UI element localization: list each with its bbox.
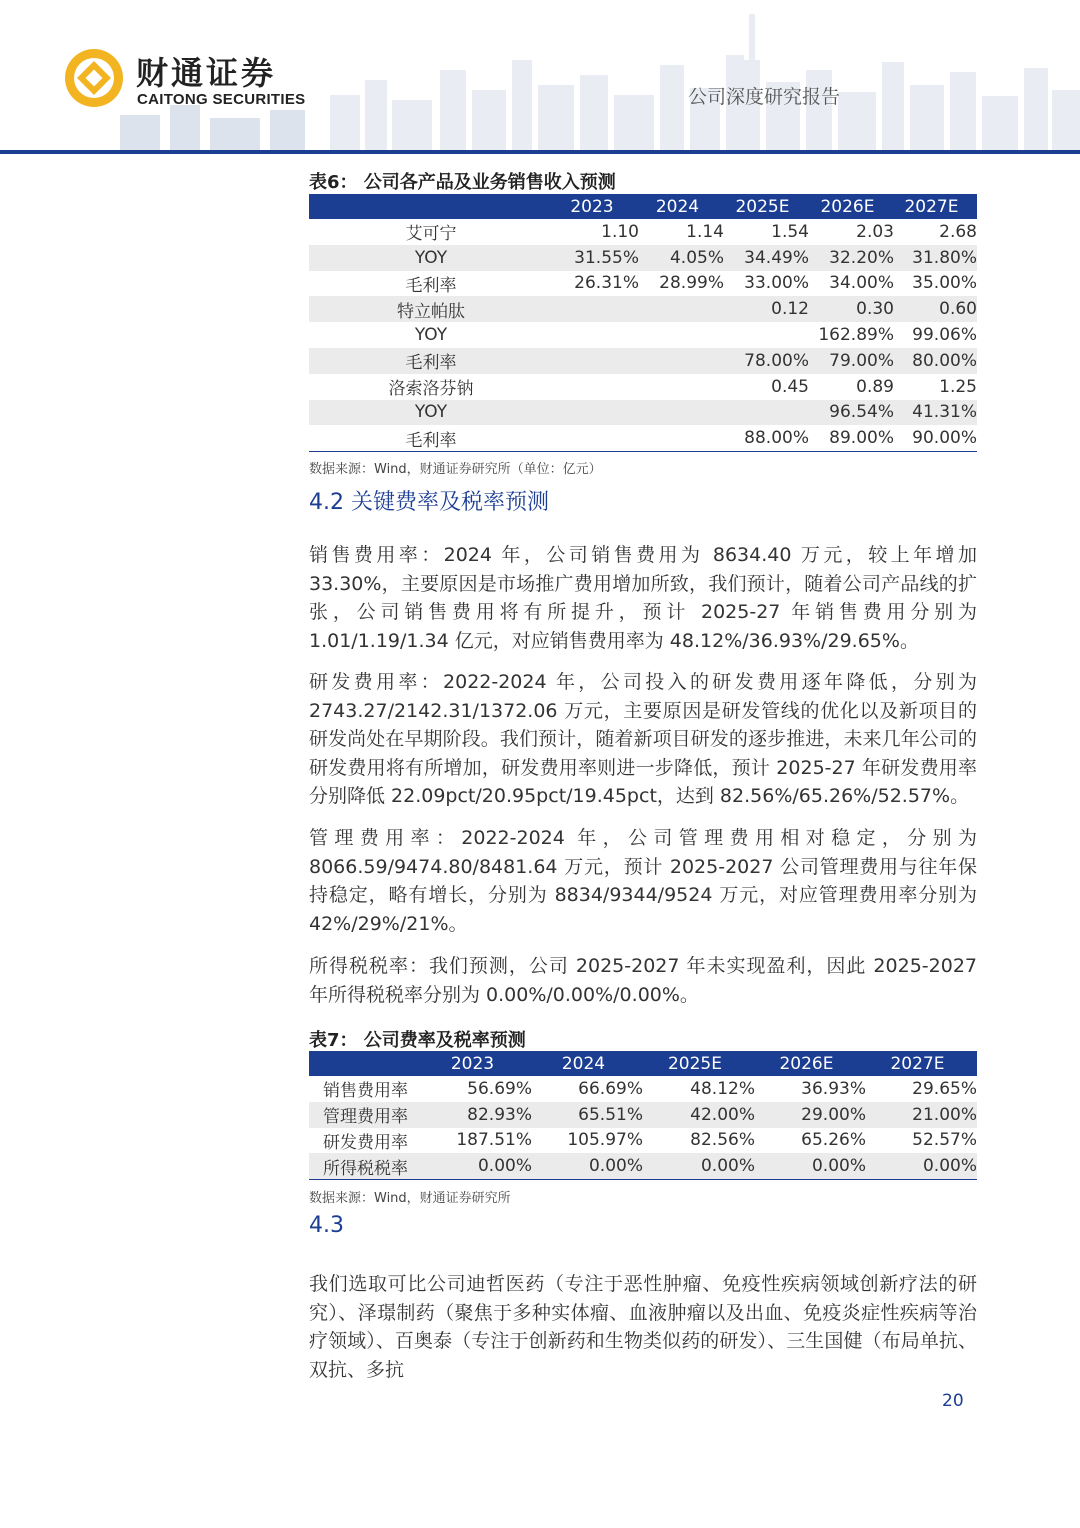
table6-cell: 96.54%	[809, 400, 894, 426]
table6-row-label: 毛利率	[309, 348, 553, 374]
table6-row-label: YOY	[414, 325, 448, 346]
page-number: 20	[942, 1391, 964, 1411]
table7-cell: 65.26%	[801, 1130, 866, 1151]
table6-product-revenue	[309, 194, 977, 452]
table6-cell: 1.10	[601, 221, 639, 242]
paragraph-sales-expense: 销售费用率：2024 年，公司销售费用为 8634.40 万元，较上年增加 33.30%，主要原因是市场推广费用增加所致，我们预计，随着公司产品线的扩张，公司销售费用将有所提升，预计 2025-27 年销售费用分别为 1.01/1.19/1.34 亿元，对应销售费用率为 48.12%/36.93%/29.65%。	[309, 544, 977, 652]
table6-row	[309, 425, 977, 451]
table6-cell	[639, 374, 724, 400]
table7-cell: 0.00%	[421, 1153, 532, 1179]
table6-cell	[724, 322, 809, 348]
table7-row	[309, 1153, 977, 1179]
table6-title: 表6： 公司各产品及业务销售收入预测	[309, 172, 616, 193]
table7-expense-ratios	[309, 1051, 977, 1180]
table6-row-label: 特立帕肽	[309, 296, 553, 322]
table7-cell: 29.65%	[912, 1078, 977, 1099]
table6-row-label: YOY	[309, 245, 553, 271]
table7-header-row	[309, 1051, 977, 1076]
table6-cell: 78.00%	[724, 348, 809, 374]
table7-cell: 82.56%	[690, 1130, 755, 1151]
table6-row	[309, 271, 977, 297]
table6-cell: 34.00%	[829, 273, 894, 294]
table6-cell: 79.00%	[809, 348, 894, 374]
paragraph-income-tax: 所得税税率：我们预测，公司 2025-2027 年未实现盈利，因此 2025-2027 年所得税税率分别为 0.00%/0.00%/0.00%。	[309, 955, 977, 1006]
table6-cell: 89.00%	[809, 425, 894, 451]
table6-cell: 33.00%	[744, 273, 809, 294]
table6-cell: 2.68	[939, 221, 977, 242]
table6-cell: 0.89	[856, 376, 894, 397]
table7-col-header: 2026E	[755, 1051, 866, 1076]
header-divider	[0, 150, 1080, 154]
table6-row	[309, 219, 977, 245]
table6-cell	[553, 296, 639, 322]
table7-cell: 29.00%	[755, 1102, 866, 1128]
table6-col-header: 2024	[639, 194, 724, 219]
paragraph-comparable-companies: 我们选取可比公司迪哲医药（专注于恶性肿瘤、免疫性疾病领域创新疗法的研究）、泽璟制药（聚焦于多种实体瘤、血液肿瘤以及出血、免疫炎症性疾病等治疗领域）、百奥泰（专注于创新药和生物类似药的研发）、三生国健（布局单抗、双抗、多抗	[309, 1273, 977, 1381]
table6-cell: 4.05%	[639, 245, 724, 271]
table6-col-header: 2023	[553, 194, 639, 219]
table6-row-label: 艾可宁	[405, 224, 457, 245]
table6-cell	[553, 374, 639, 400]
table7-cell: 42.00%	[643, 1102, 755, 1128]
table6-cell	[639, 322, 724, 348]
table7-col-header: 2023	[421, 1051, 532, 1076]
table7-cell: 105.97%	[567, 1130, 643, 1151]
table6-cell: 1.14	[686, 221, 724, 242]
table6-cell: 1.54	[771, 221, 809, 242]
table6-cell	[639, 296, 724, 322]
table6-cell	[724, 400, 809, 426]
paragraph-admin-expense: 管理费用率：2022-2024 年，公司管理费用相对稳定，分别为 8066.59/9474.80/8481.64 万元，预计 2025-2027 公司管理费用与往年保持稳定，略有增长，分别为 8834/9344/9524 万元，对应管理费用率分别为 42%/29%/21%。	[309, 827, 977, 935]
table6-cell: 90.00%	[894, 425, 977, 451]
table7-row-label: 所得税税率	[309, 1153, 421, 1179]
table7-row-label: 管理费用率	[309, 1102, 421, 1128]
table6-cell	[553, 425, 639, 451]
logo-english-name: CAITONG SECURITIES	[137, 91, 306, 108]
table6-row	[309, 400, 977, 426]
table7-cell: 0.00%	[643, 1153, 755, 1179]
table7-cell: 52.57%	[912, 1130, 977, 1151]
table7-title: 表7： 公司费率及税率预测	[309, 1030, 526, 1051]
table7-col-header	[309, 1051, 421, 1076]
table6-cell	[553, 322, 639, 348]
table6-source-note: 数据来源：Wind，财通证券研究所（单位：亿元）	[309, 462, 602, 477]
table6-cell: 0.30	[809, 296, 894, 322]
page-header	[0, 0, 1080, 156]
table6-cell: 28.99%	[659, 273, 724, 294]
table7-cell: 36.93%	[801, 1078, 866, 1099]
table7-col-header: 2024	[532, 1051, 643, 1076]
table6-row	[309, 348, 977, 374]
table6-cell: 80.00%	[894, 348, 977, 374]
table6-cell: 162.89%	[818, 325, 894, 346]
table7-col-header: 2027E	[866, 1051, 977, 1076]
table6-cell: 41.31%	[894, 400, 977, 426]
table7-cell: 82.93%	[421, 1102, 532, 1128]
table7-cell: 0.00%	[755, 1153, 866, 1179]
table7-cell: 66.69%	[578, 1078, 643, 1099]
table6-col-header: 2027E	[894, 194, 977, 219]
table7-cell: 65.51%	[532, 1102, 643, 1128]
table6-cell: 35.00%	[912, 273, 977, 294]
table7-cell: 21.00%	[866, 1102, 977, 1128]
table7-source-note: 数据来源：Wind，财通证券研究所	[309, 1191, 511, 1206]
table6-cell	[553, 348, 639, 374]
table6-cell: 31.55%	[553, 245, 639, 271]
table7-row-label: 研发费用率	[323, 1132, 408, 1153]
report-type-label: 公司深度研究报告	[687, 86, 840, 108]
table6-cell: 0.45	[771, 376, 809, 397]
table6-row-label: 毛利率	[405, 275, 457, 296]
table6-col-header	[309, 194, 553, 219]
table6-row	[309, 322, 977, 348]
table6-row-label: 毛利率	[309, 425, 553, 451]
caitong-logo-icon	[62, 46, 126, 110]
section-heading-4-2: 4.2 关键费率及税率预测	[309, 490, 549, 515]
section-heading-4-3: 4.3	[309, 1213, 344, 1238]
table7-col-header: 2025E	[643, 1051, 755, 1076]
table7-cell: 0.00%	[532, 1153, 643, 1179]
table6-row	[309, 296, 977, 322]
table6-col-header: 2026E	[809, 194, 894, 219]
table7-row	[309, 1128, 977, 1154]
table7-cell: 187.51%	[456, 1130, 532, 1151]
table7-row	[309, 1076, 977, 1102]
table6-cell: 1.25	[939, 376, 977, 397]
table6-cell: 32.20%	[809, 245, 894, 271]
table6-cell: 99.06%	[912, 325, 977, 346]
table7-cell: 56.69%	[467, 1078, 532, 1099]
table6-cell: 0.12	[724, 296, 809, 322]
table6-row	[309, 374, 977, 400]
table7-row-label: 销售费用率	[323, 1081, 408, 1102]
table6-col-header: 2025E	[724, 194, 809, 219]
table7-cell: 0.00%	[866, 1153, 977, 1179]
table6-cell: 0.60	[894, 296, 977, 322]
table6-cell	[639, 348, 724, 374]
table6-cell: 2.03	[856, 221, 894, 242]
table6-cell	[639, 400, 724, 426]
table7-row	[309, 1102, 977, 1128]
table6-cell: 31.80%	[894, 245, 977, 271]
table6-header-row	[309, 194, 977, 219]
table6-cell	[639, 425, 724, 451]
table6-cell: 88.00%	[724, 425, 809, 451]
logo-chinese-name: 财通证券	[136, 54, 277, 92]
table7-cell: 48.12%	[690, 1078, 755, 1099]
table6-row-label: 洛索洛芬钠	[388, 379, 474, 400]
table6-cell: 26.31%	[574, 273, 639, 294]
table6-cell: 34.49%	[724, 245, 809, 271]
paragraph-rd-expense: 研发费用率：2022-2024 年，公司投入的研发费用逐年降低，分别为 2743.27/2142.31/1372.06 万元，主要原因是研发管线的优化以及新项目的研发尚处在早期阶段。我们预计，随着新项目研发的逐步推进，未来几年公司的研发费用将有所增加，研发费用率则进一步降低，预计 2025-27 年研发费用率分别降低 22.09pct/20.95pct/19.45pct，达到 82.56%/65.26%/52.57%。	[309, 671, 977, 807]
table6-row	[309, 245, 977, 271]
table6-row-label: YOY	[309, 400, 553, 426]
table6-cell	[553, 400, 639, 426]
